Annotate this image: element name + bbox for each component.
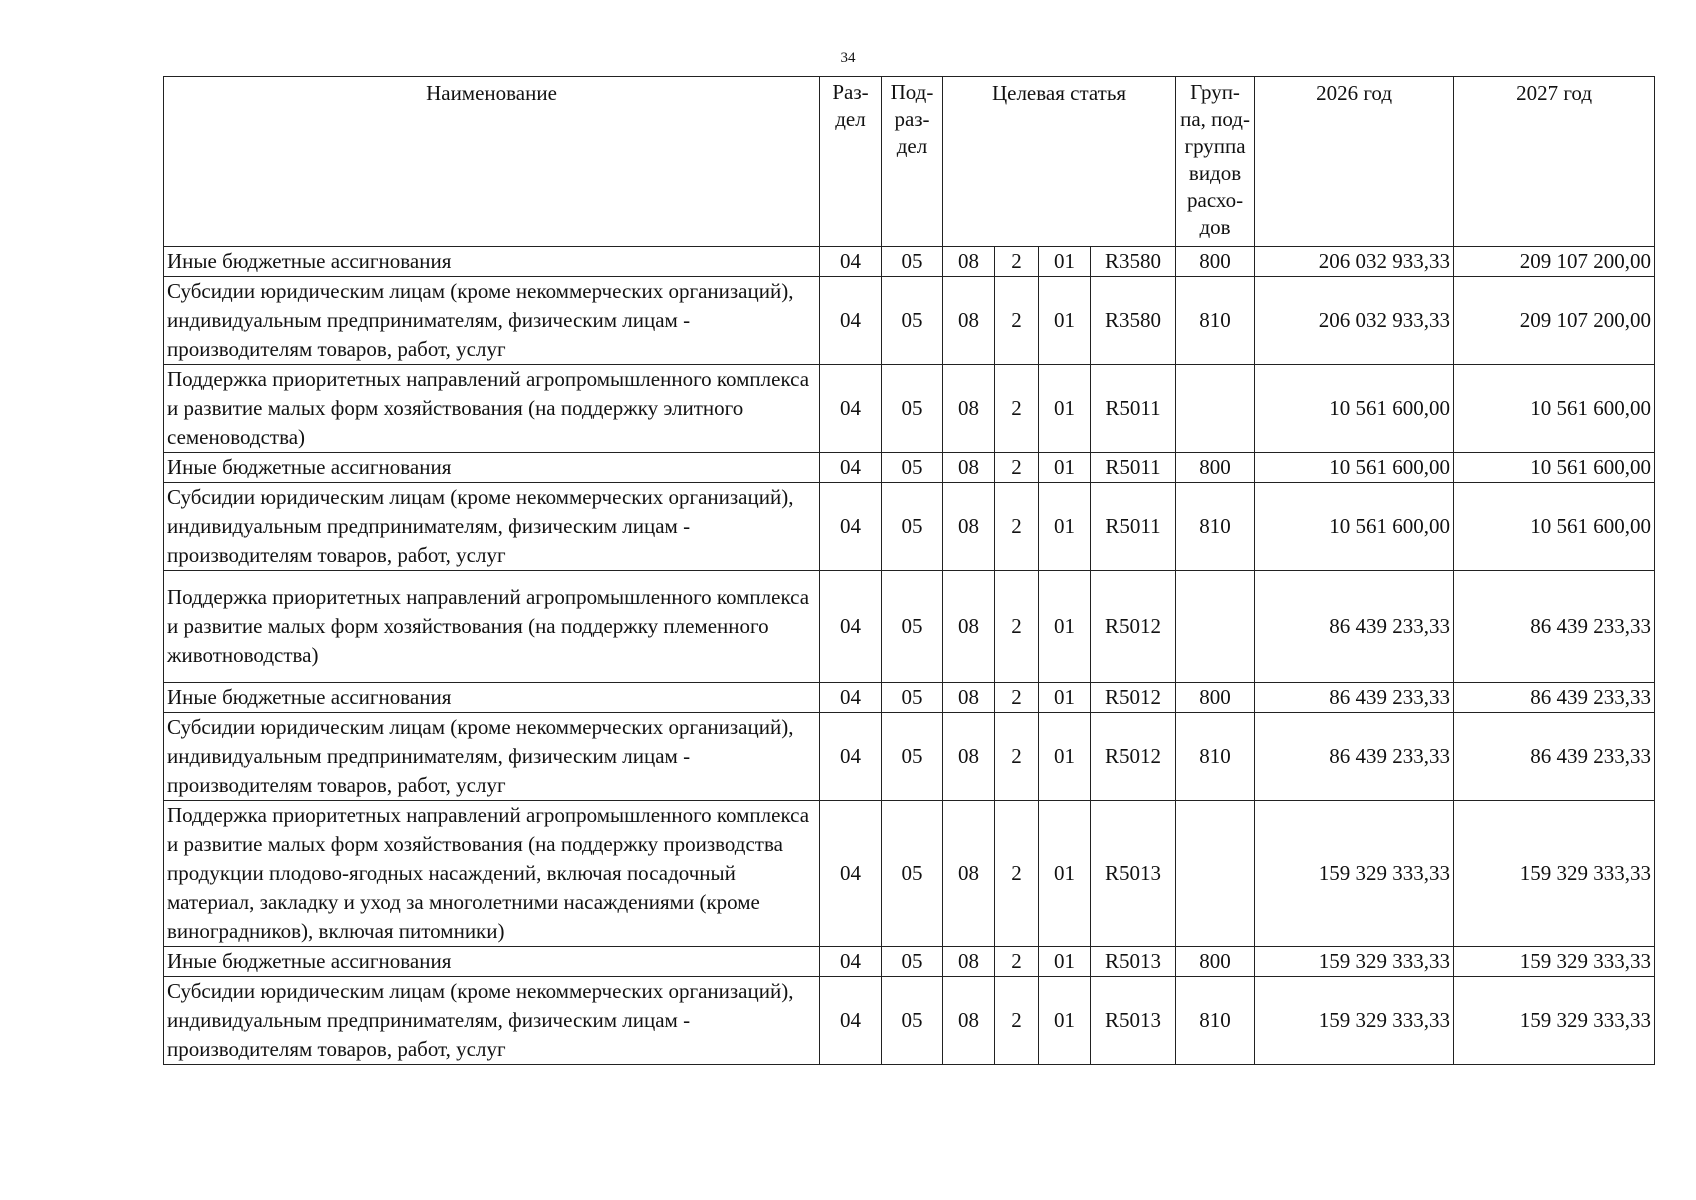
cell-expense-group: 800 [1176, 247, 1255, 277]
cell-target-subprogram: 01 [1039, 247, 1091, 277]
cell-expense-group [1176, 801, 1255, 947]
cell-name: Поддержка приоритетных направлений агропромышленного комплекса и развитие малых форм хозяйствования (на поддержку племенного животноводства) [164, 571, 820, 683]
cell-target-program: 08 [943, 947, 995, 977]
cell-expense-group: 810 [1176, 483, 1255, 571]
cell-razdel: 04 [820, 365, 882, 453]
cell-amount-2027: 86 439 233,33 [1454, 683, 1655, 713]
table-body [164, 247, 1655, 1065]
cell-target-code: R3580 [1091, 247, 1176, 277]
cell-name: Иные бюджетные ассигнования [164, 453, 820, 483]
cell-amount-2026: 86 439 233,33 [1255, 683, 1454, 713]
cell-name: Субсидии юридическим лицам (кроме некоммерческих организаций), индивидуальным предпринимателям, физическим лицам - производителям товаров, работ, услуг [164, 977, 820, 1065]
cell-amount-2027: 209 107 200,00 [1454, 277, 1655, 365]
cell-target-subprogram: 01 [1039, 801, 1091, 947]
cell-name: Поддержка приоритетных направлений агропромышленного комплекса и развитие малых форм хозяйствования (на поддержку элитного семеноводства) [164, 365, 820, 453]
table-row [164, 801, 1655, 947]
cell-amount-2027: 159 329 333,33 [1454, 947, 1655, 977]
cell-expense-group: 800 [1176, 683, 1255, 713]
cell-target-program: 08 [943, 571, 995, 683]
cell-name: Субсидии юридическим лицам (кроме некоммерческих организаций), индивидуальным предпринимателям, физическим лицам - производителям товаров, работ, услуг [164, 713, 820, 801]
cell-target-program: 08 [943, 683, 995, 713]
cell-expense-group: 810 [1176, 977, 1255, 1065]
page-number: 34 [840, 50, 856, 66]
cell-target-type: 2 [995, 713, 1039, 801]
cell-target-type: 2 [995, 277, 1039, 365]
cell-razdel: 04 [820, 683, 882, 713]
cell-podrazdel: 05 [882, 801, 943, 947]
cell-target-subprogram: 01 [1039, 947, 1091, 977]
cell-podrazdel: 05 [882, 947, 943, 977]
cell-podrazdel: 05 [882, 713, 943, 801]
cell-name: Иные бюджетные ассигнования [164, 247, 820, 277]
cell-expense-group [1176, 571, 1255, 683]
cell-amount-2026: 206 032 933,33 [1255, 277, 1454, 365]
table-row [164, 277, 1655, 365]
cell-target-type: 2 [995, 365, 1039, 453]
cell-expense-group: 810 [1176, 277, 1255, 365]
cell-razdel: 04 [820, 277, 882, 365]
cell-amount-2026: 86 439 233,33 [1255, 713, 1454, 801]
cell-target-code: R5011 [1091, 483, 1176, 571]
table-row [164, 571, 1655, 683]
header-year-2026: 2026 год [1255, 77, 1454, 247]
cell-target-type: 2 [995, 247, 1039, 277]
cell-target-program: 08 [943, 713, 995, 801]
cell-target-subprogram: 01 [1039, 453, 1091, 483]
cell-podrazdel: 05 [882, 277, 943, 365]
cell-target-program: 08 [943, 801, 995, 947]
cell-target-subprogram: 01 [1039, 365, 1091, 453]
cell-amount-2027: 159 329 333,33 [1454, 977, 1655, 1065]
cell-target-code: R5011 [1091, 365, 1176, 453]
cell-target-subprogram: 01 [1039, 713, 1091, 801]
cell-target-type: 2 [995, 947, 1039, 977]
cell-target-code: R5012 [1091, 713, 1176, 801]
table-row [164, 713, 1655, 801]
table-row [164, 483, 1655, 571]
table-row [164, 683, 1655, 713]
cell-target-code: R5013 [1091, 977, 1176, 1065]
cell-target-subprogram: 01 [1039, 571, 1091, 683]
header-podrazdel: Под- раз- дел [882, 77, 943, 247]
cell-razdel: 04 [820, 453, 882, 483]
cell-name: Иные бюджетные ассигнования [164, 947, 820, 977]
header-year-2027: 2027 год [1454, 77, 1655, 247]
table-row [164, 453, 1655, 483]
cell-target-type: 2 [995, 977, 1039, 1065]
cell-amount-2027: 209 107 200,00 [1454, 247, 1655, 277]
cell-target-subprogram: 01 [1039, 977, 1091, 1065]
header-target-article: Целевая статья [943, 77, 1176, 247]
cell-podrazdel: 05 [882, 365, 943, 453]
cell-podrazdel: 05 [882, 571, 943, 683]
cell-target-code: R3580 [1091, 277, 1176, 365]
table-row [164, 947, 1655, 977]
cell-target-code: R5011 [1091, 453, 1176, 483]
cell-razdel: 04 [820, 801, 882, 947]
header-razdel: Раз- дел [820, 77, 882, 247]
cell-name: Субсидии юридическим лицам (кроме некоммерческих организаций), индивидуальным предпринимателям, физическим лицам - производителям товаров, работ, услуг [164, 483, 820, 571]
cell-amount-2026: 10 561 600,00 [1255, 365, 1454, 453]
cell-amount-2027: 10 561 600,00 [1454, 483, 1655, 571]
cell-razdel: 04 [820, 483, 882, 571]
cell-target-program: 08 [943, 977, 995, 1065]
cell-expense-group: 810 [1176, 713, 1255, 801]
cell-amount-2027: 10 561 600,00 [1454, 453, 1655, 483]
cell-razdel: 04 [820, 947, 882, 977]
cell-name: Поддержка приоритетных направлений агропромышленного комплекса и развитие малых форм хозяйствования (на поддержку производства продукции плодово-ягодных насаждений, включая посадочный материал, закладку и уход за многолетними насаждениями (кроме виноградников), включая питомники) [164, 801, 820, 947]
cell-name: Субсидии юридическим лицам (кроме некоммерческих организаций), индивидуальным предпринимателям, физическим лицам - производителям товаров, работ, услуг [164, 277, 820, 365]
header-name: Наименование [164, 77, 820, 247]
cell-target-subprogram: 01 [1039, 683, 1091, 713]
cell-amount-2026: 10 561 600,00 [1255, 483, 1454, 571]
cell-amount-2027: 159 329 333,33 [1454, 801, 1655, 947]
cell-expense-group: 800 [1176, 453, 1255, 483]
cell-amount-2027: 10 561 600,00 [1454, 365, 1655, 453]
cell-target-code: R5012 [1091, 683, 1176, 713]
cell-amount-2026: 10 561 600,00 [1255, 453, 1454, 483]
cell-podrazdel: 05 [882, 247, 943, 277]
cell-target-subprogram: 01 [1039, 277, 1091, 365]
table-row [164, 977, 1655, 1065]
cell-target-type: 2 [995, 453, 1039, 483]
cell-podrazdel: 05 [882, 453, 943, 483]
cell-expense-group: 800 [1176, 947, 1255, 977]
table-row [164, 365, 1655, 453]
cell-target-type: 2 [995, 571, 1039, 683]
cell-target-program: 08 [943, 483, 995, 571]
cell-target-program: 08 [943, 365, 995, 453]
table-row [164, 247, 1655, 277]
cell-target-code: R5013 [1091, 801, 1176, 947]
cell-amount-2026: 159 329 333,33 [1255, 801, 1454, 947]
cell-name: Иные бюджетные ассигнования [164, 683, 820, 713]
budget-table [163, 76, 1655, 1065]
cell-expense-group [1176, 365, 1255, 453]
cell-amount-2026: 159 329 333,33 [1255, 977, 1454, 1065]
cell-target-program: 08 [943, 453, 995, 483]
cell-razdel: 04 [820, 977, 882, 1065]
cell-target-type: 2 [995, 483, 1039, 571]
cell-target-code: R5012 [1091, 571, 1176, 683]
cell-podrazdel: 05 [882, 483, 943, 571]
cell-target-type: 2 [995, 683, 1039, 713]
cell-amount-2027: 86 439 233,33 [1454, 571, 1655, 683]
header-expense-group: Груп- па, под- группа видов расхо- дов [1176, 77, 1255, 247]
cell-amount-2027: 86 439 233,33 [1454, 713, 1655, 801]
cell-amount-2026: 206 032 933,33 [1255, 247, 1454, 277]
cell-target-program: 08 [943, 277, 995, 365]
cell-target-code: R5013 [1091, 947, 1176, 977]
cell-amount-2026: 86 439 233,33 [1255, 571, 1454, 683]
cell-podrazdel: 05 [882, 977, 943, 1065]
cell-razdel: 04 [820, 713, 882, 801]
cell-target-subprogram: 01 [1039, 483, 1091, 571]
cell-target-type: 2 [995, 801, 1039, 947]
cell-amount-2026: 159 329 333,33 [1255, 947, 1454, 977]
cell-razdel: 04 [820, 247, 882, 277]
cell-podrazdel: 05 [882, 683, 943, 713]
table-header-row [164, 77, 1655, 247]
cell-razdel: 04 [820, 571, 882, 683]
cell-target-program: 08 [943, 247, 995, 277]
